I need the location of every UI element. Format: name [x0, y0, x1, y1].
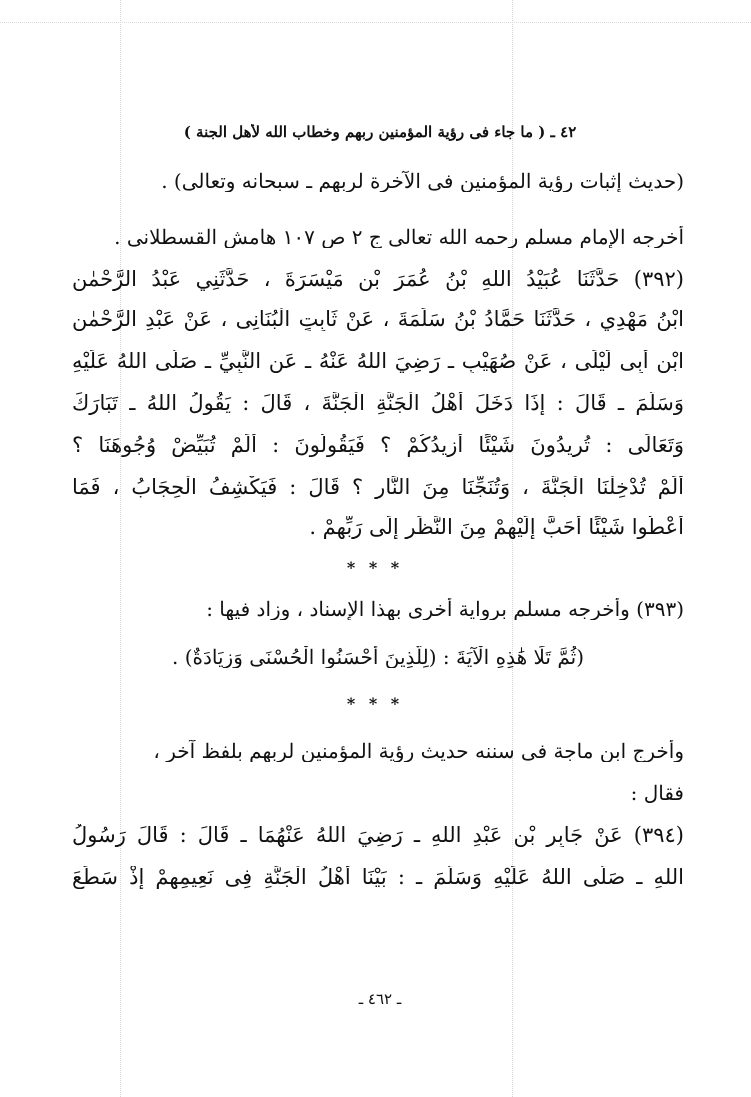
scan-guide-line	[120, 0, 121, 1097]
hadith-line: ابْنُ مَهْدِي ، حَدَّثَنَا حَمَّادُ بْنُ سَلَمَةَ ، عَنْ ثَابِتٍ الْبُنَانِى ، عَنْ عَبْدِ الرَّحْمٰنِ	[72, 308, 684, 331]
chapter-header: ٤٢ ـ ( ما جاء فى رؤية المؤمنين ربهم وخطاب الله لأهل الجنة )	[183, 124, 577, 141]
ibn-majah-intro-line: وأخرج ابن ماجة فى سننه حديث رؤية المؤمنين لربهم بلفظ آخر ،	[153, 740, 684, 762]
hadith-line: وَتَعَالَى : تُرِيدُونَ شَيْئًا أَزِيدُكُمْ ؟ فَيَقُولُونَ : أَلَمْ تُبَيِّضْ وُجُوهَنَا ؟	[72, 434, 684, 457]
hadith-line: أَلَمْ تُدْخِلْنَا الْجَنَّةَ ، وَتُنَجِّنَا مِنَ النَّارِ ؟ قَالَ : فَيَكْشِفُ الْحِجَابُ ، فَمَا	[72, 476, 684, 499]
scan-guide-line	[0, 22, 751, 23]
hadith-line: وَسَلَّمَ ـ قَالَ : إِذَا دَخَلَ أَهْلُ الْجَنَّةِ الْجَنَّةَ ، قَالَ : يَقُولُ اللهُ ـ تَبَارَكَ	[72, 392, 684, 415]
section-separator: * * *	[346, 558, 404, 577]
hadith-393-line: (٣٩٣) وأخرجه مسلم برواية أخرى بهذا الإسناد ، وزاد فيها :	[206, 598, 684, 620]
scan-guide-line	[512, 0, 513, 1097]
page-number: ـ ٤٦٢ ـ	[358, 990, 402, 1008]
hadith-line: (٣٩٢) حَدَّثَنَا عُبَيْدُ اللهِ بْنُ عُمَرَ بْنِ مَيْسَرَةَ ، حَدَّثَنِي عَبْدُ الرَّحْمٰنِ	[72, 268, 684, 291]
hadith-line: أُعْطُوا شَيْئًا أَحَبَّ إِلَيْهِمْ مِنَ النَّظَرِ إِلَى رَبِّهِمْ .	[309, 516, 684, 539]
hadith-line: ابْنِ أَبِى لَيْلَى ، عَنْ صُهَيْبٍ ـ رَضِيَ اللهُ عَنْهُ ـ عَنِ النَّبِيِّ ـ صَلَّى اللهُ عَلَيْهِ	[72, 350, 684, 373]
hadith-394-line: اللهِ ـ صَلَّى اللهُ عَلَيْهِ وَسَلَّمَ ـ : بَيْنَا أَهْلُ الْجَنَّةِ فِى نَعِيمِهِمْ إِذْ سَطَعَ	[72, 866, 684, 889]
hadith-title-line: (حديث إثبات رؤية المؤمنين فى الآخرة لربهم ـ سبحانه وتعالى) .	[161, 170, 684, 192]
source-line: أخرجه الإمام مسلم رحمه الله تعالى ج ٢ ص ١٠٧ هامش القسطلانى .	[114, 226, 684, 248]
hadith-393-verse-line: (ثُمَّ تَلَا هَٰذِهِ الْآيَةَ : (لِلَّذِينَ أَحْسَنُوا الْحُسْنَى وَزِيَادَةٌ) .	[171, 646, 585, 668]
hadith-394-line: (٣٩٤) عَنْ جَابِرِ بْنِ عَبْدِ اللهِ ـ رَضِيَ اللهُ عَنْهُمَا ـ قَالَ : قَالَ رَسُولُ	[72, 824, 684, 847]
section-separator: * * *	[346, 694, 404, 713]
ibn-majah-intro-line: فقال :	[630, 782, 684, 804]
